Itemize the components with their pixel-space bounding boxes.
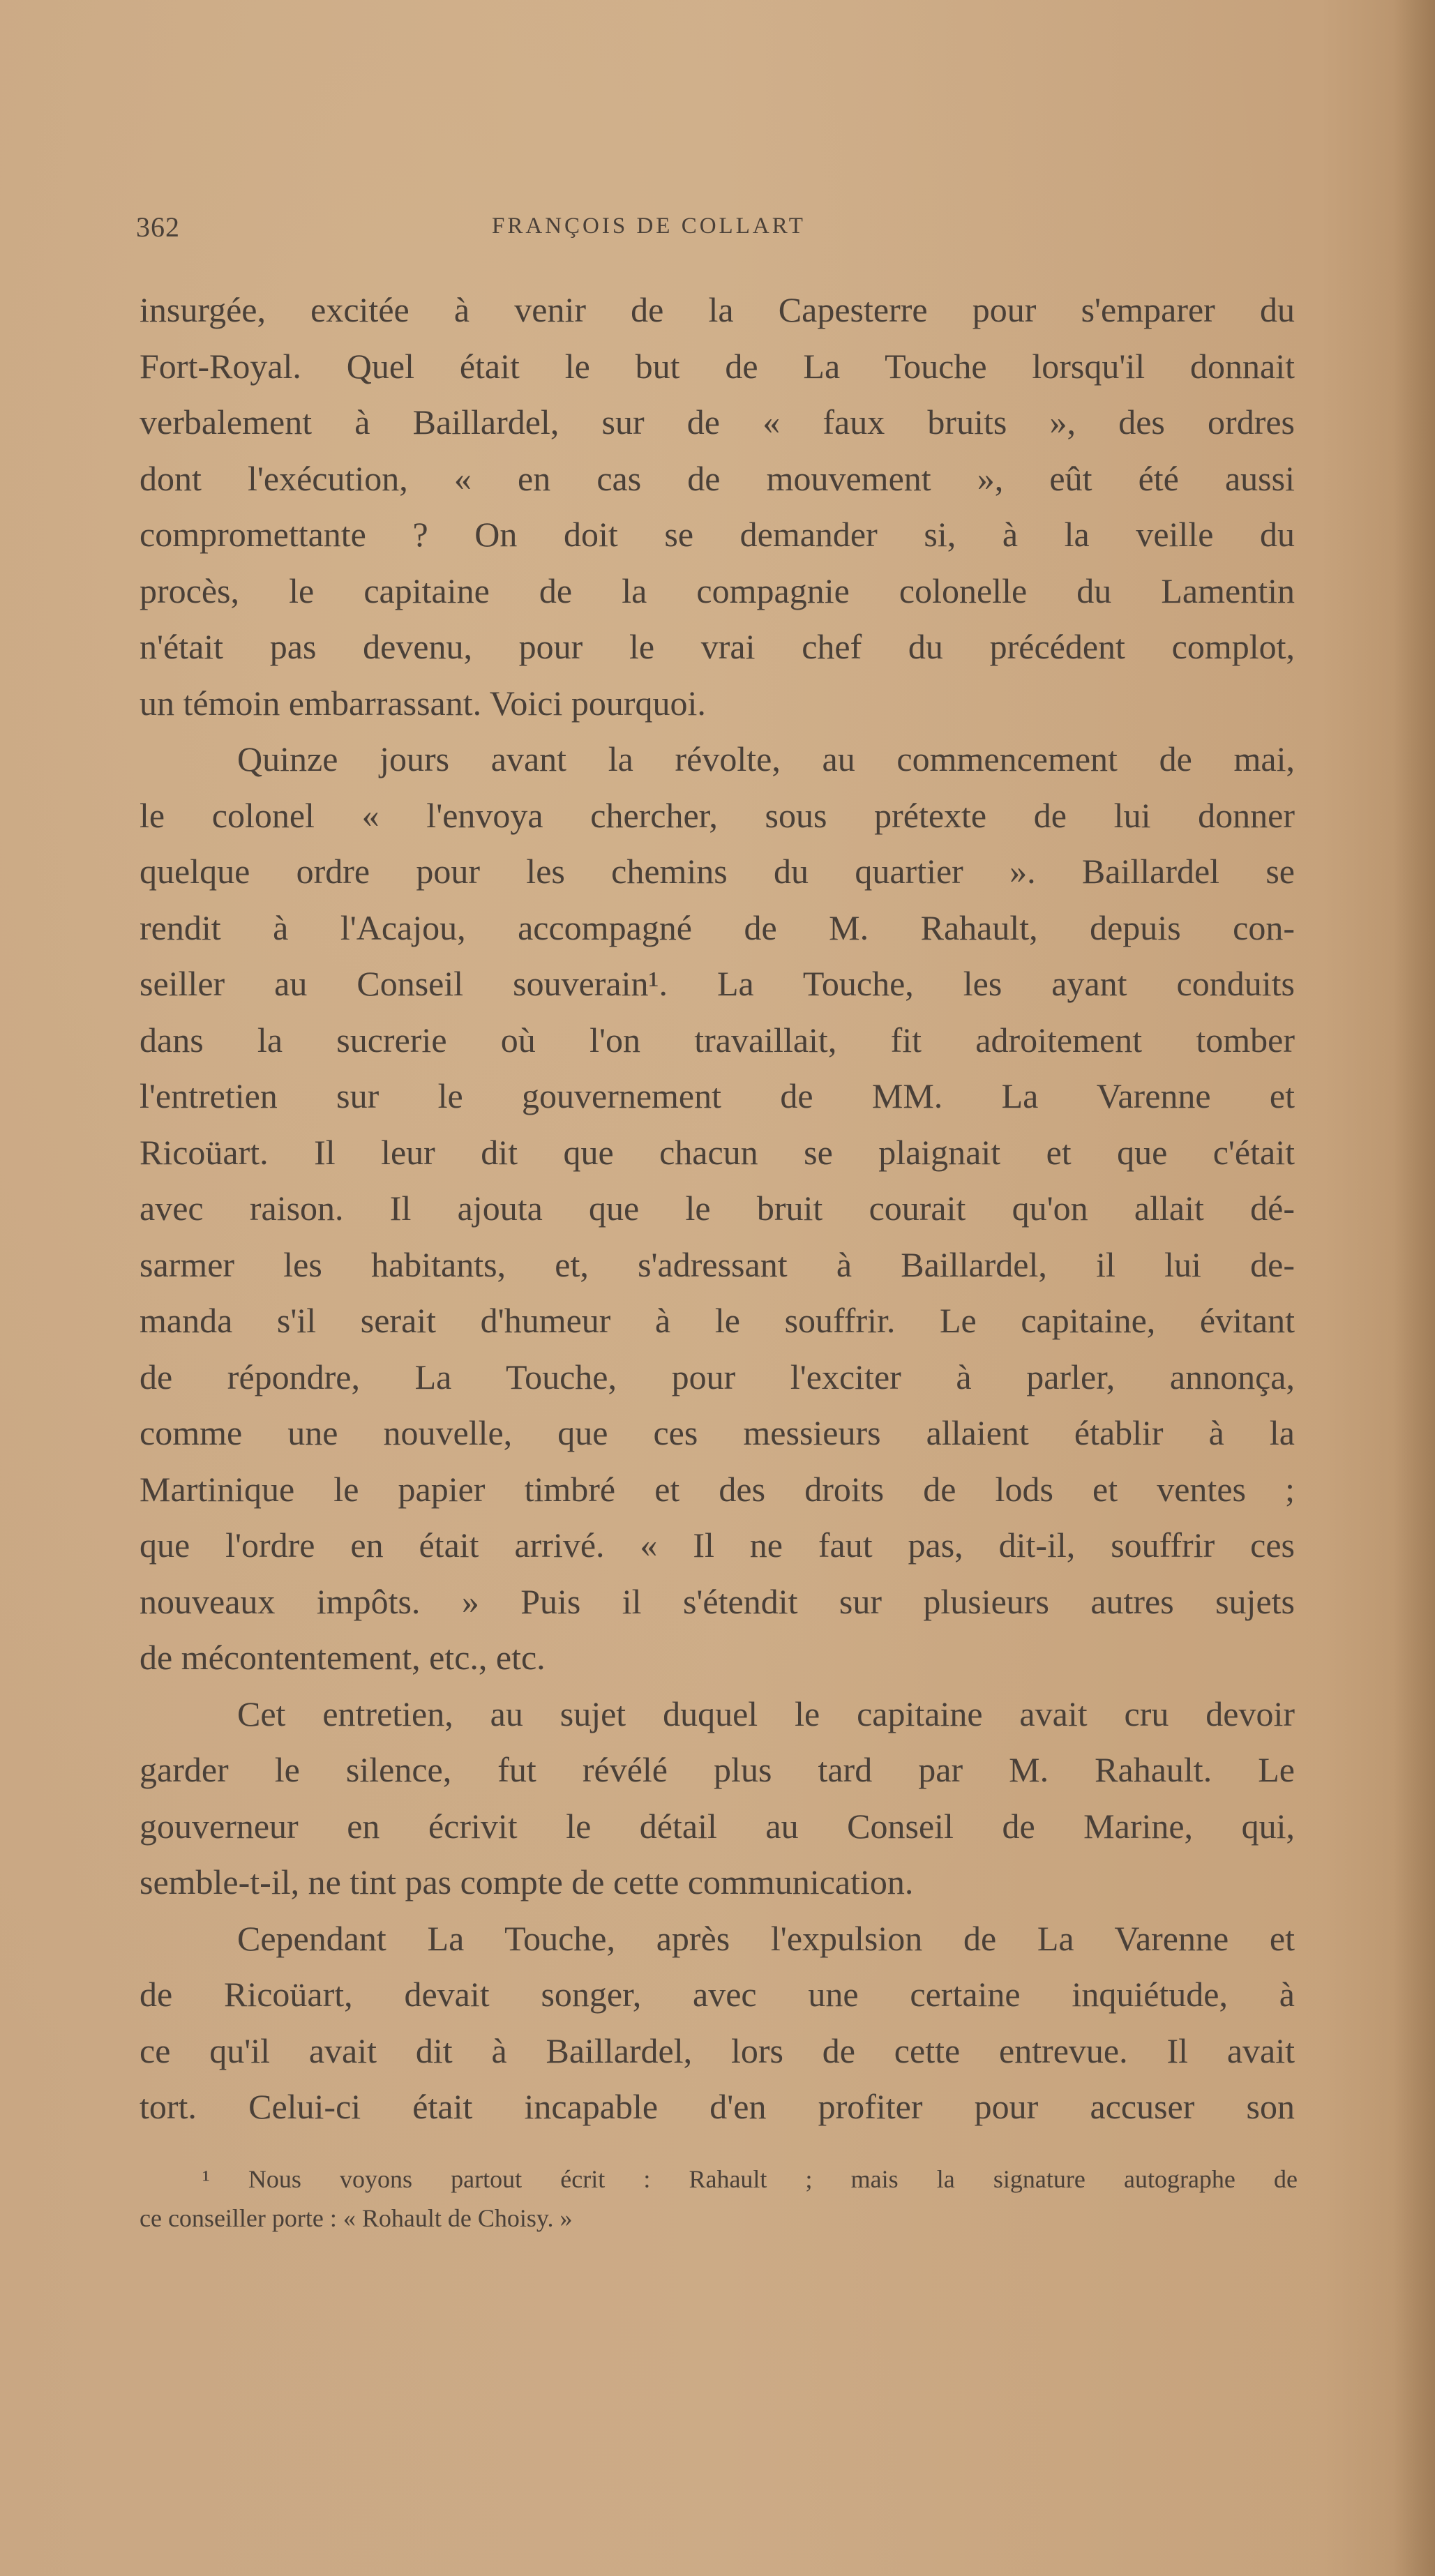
text-line: Cependant La Touche, après l'expulsion de La Varenne et xyxy=(237,1918,1295,1958)
text-line: verbalement à Baillardel, sur de « faux bruits », des ordres xyxy=(140,402,1295,442)
text-line: compromettante ? On doit se demander si, à la veille du xyxy=(140,515,1295,554)
paragraph xyxy=(140,731,1295,1686)
text-line: dont l'exécution, « en cas de mouvement », eût été aussi xyxy=(140,458,1295,498)
text-line: l'entretien sur le gouvernement de MM. La Varenne et xyxy=(140,1076,1295,1115)
text-line: Quinze jours avant la révolte, au commencement de mai, xyxy=(237,739,1295,778)
footnote xyxy=(140,2160,1298,2238)
page-edge-shadow xyxy=(1393,0,1435,2576)
text-line: de Ricoüart, devait songer, avec une certaine inquiétude, à xyxy=(140,1975,1295,2014)
text-line: un témoin embarrassant. Voici pourquoi. xyxy=(140,683,706,723)
text-line: rendit à l'Acajou, accompagné de M. Rahault, depuis con- xyxy=(140,907,1295,947)
page-header xyxy=(136,211,1294,246)
footnote-line: ce conseiller porte : « Rohault de Choisy. » xyxy=(140,2204,573,2232)
text-line: de répondre, La Touche, pour l'exciter à parler, annonça, xyxy=(140,1357,1295,1396)
paragraph xyxy=(140,1686,1295,1911)
body-text xyxy=(140,282,1295,2135)
text-line: garder le silence, fut révélé plus tard par M. Rahault. Le xyxy=(140,1750,1295,1789)
text-line: Fort-Royal. Quel était le but de La Touche lorsqu'il donnait xyxy=(140,346,1295,386)
text-line: quelque ordre pour les chemins du quartier ». Baillardel se xyxy=(140,852,1295,891)
running-title: FRANÇOIS DE COLLART xyxy=(492,213,806,239)
text-line: Cet entretien, au sujet duquel le capitaine avait cru devoir xyxy=(237,1694,1295,1733)
text-line: insurgée, excitée à venir de la Capesterre pour s'emparer du xyxy=(140,290,1295,329)
text-line: que l'ordre en était arrivé. « Il ne faut pas, dit-il, souffrir ces xyxy=(140,1526,1295,1565)
text-line: procès, le capitaine de la compagnie colonelle du Lamentin xyxy=(140,571,1295,610)
text-line: avec raison. Il ajouta que le bruit courait qu'on allait dé- xyxy=(140,1189,1295,1228)
text-line: comme une nouvelle, que ces messieurs allaient établir à la xyxy=(140,1413,1295,1452)
text-line: Ricoüart. Il leur dit que chacun se plaignait et que c'était xyxy=(140,1132,1295,1172)
paragraph xyxy=(140,1911,1295,2135)
text-line: manda s'il serait d'humeur à le souffrir. Le capitaine, évitant xyxy=(140,1301,1295,1340)
text-line: semble-t-il, ne tint pas compte de cette communication. xyxy=(140,1862,914,1901)
text-line: sarmer les habitants, et, s'adressant à Baillardel, il lui de- xyxy=(140,1244,1295,1284)
text-line: tort. Celui-ci était incapable d'en profiter pour accuser son xyxy=(140,2087,1295,2126)
text-line: n'était pas devenu, pour le vrai chef du précédent complot, xyxy=(140,627,1295,666)
text-line: nouveaux impôts. » Puis il s'étendit sur plusieurs autres sujets xyxy=(140,1581,1295,1621)
paragraph xyxy=(140,282,1295,731)
text-line: gouverneur en écrivit le détail au Conseil de Marine, qui, xyxy=(140,1806,1295,1846)
text-line: seiller au Conseil souverain¹. La Touche, les ayant conduits xyxy=(140,964,1295,1003)
text-line: ce qu'il avait dit à Baillardel, lors de cette entrevue. Il avait xyxy=(140,2031,1295,2070)
text-line: dans la sucrerie où l'on travaillait, fit adroitement tomber xyxy=(140,1020,1295,1060)
text-line: Martinique le papier timbré et des droits de lods et ventes ; xyxy=(140,1469,1295,1509)
page-number: 362 xyxy=(136,211,180,243)
footnote-line: ¹ Nous voyons partout écrit : Rahault ; mais la signature autographe de xyxy=(202,2165,1298,2193)
text-line: le colonel « l'envoya chercher, sous prétexte de lui donner xyxy=(140,795,1295,835)
text-line: de mécontentement, etc., etc. xyxy=(140,1638,546,1677)
